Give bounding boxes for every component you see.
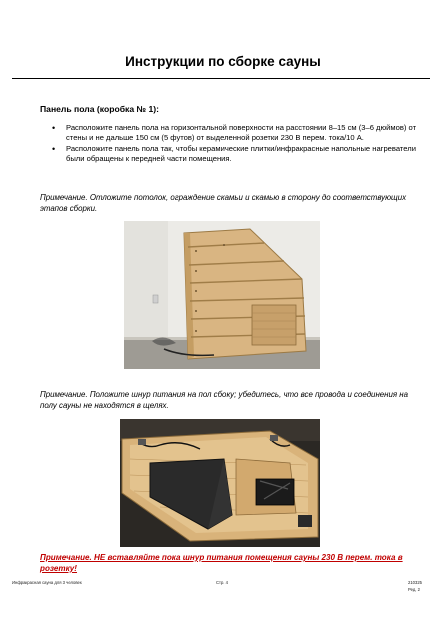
floor-panel-top-view-image [120,419,320,547]
floor-panel-wiring-photo [120,419,320,547]
note-text: Примечание. Отложите потолок, ограждение скамьи и скамью в сторону до соответствующих этапов сборки. [40,193,407,213]
instruction-list [52,123,428,165]
title-divider [12,78,430,79]
warning-note: Примечание. НЕ вставляйте пока шнур питания помещения сауны 230 В перем. тока в розетку! [40,553,403,573]
floor-panel-photo [124,221,320,369]
footer-revision: Ред. 2 [408,587,420,592]
footer-document-name: Инфракрасная сауна для 3 человек [12,580,82,585]
footer-doc-code: 210325 [408,580,422,585]
list-item: • Расположите панель пола на горизонтальной поверхности на расстоянии 8–15 см (3–6 дюймов) от стены и не дальше 150 см (5 футов) от выделенной розетки 230 В перем. тока/10 А. [52,123,428,144]
footer-page-number: Стр. 4 [216,580,228,585]
floor-panel-upright-image [124,221,320,369]
section-heading: Панель пола (коробка № 1): [40,104,159,114]
list-item: • Расположите панель пола так, чтобы керамические плитки/инфракрасные напольные нагреватели были обращены к передней части помещения. [52,144,428,165]
note-text: Примечание. Положите шнур питания на пол сбоку; убедитесь, что все провода и соединения на полу сауны не находятся в щелях. [40,390,409,410]
page-title: Инструкции по сборке сауны [125,54,321,69]
